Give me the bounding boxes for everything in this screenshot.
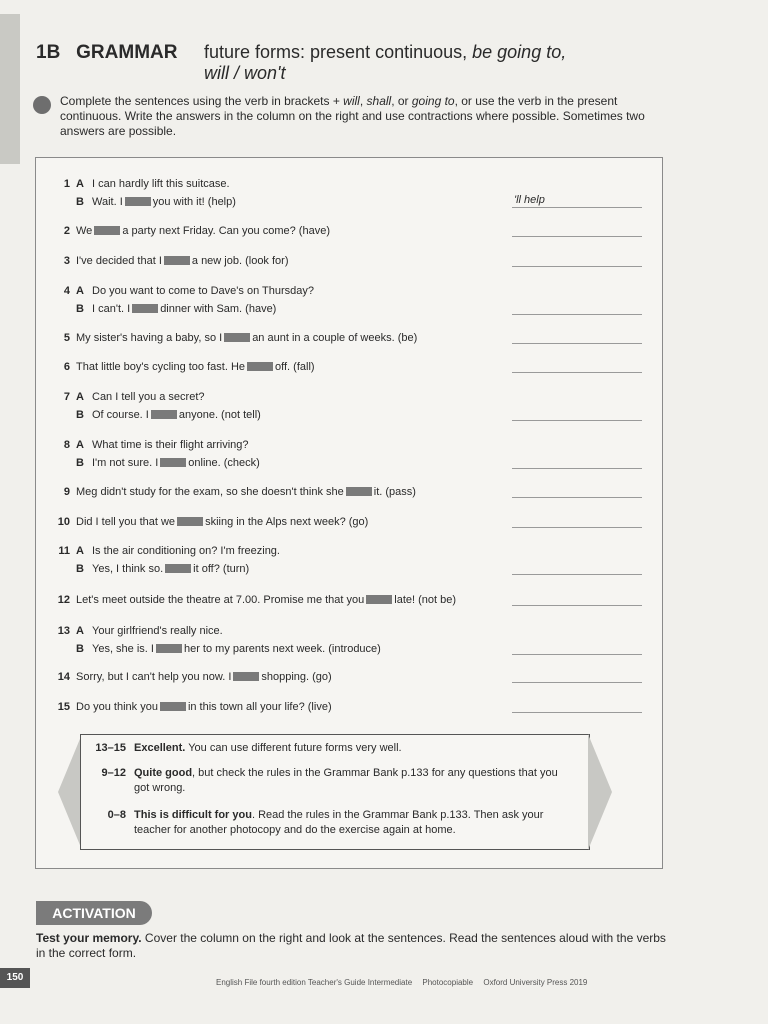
item-text-before: I can hardly lift this suitcase.	[92, 178, 230, 190]
item-number: 2	[63, 225, 70, 237]
hexagon-left-point	[58, 734, 82, 850]
item-text-before: I can't. I	[92, 303, 131, 315]
item-text	[76, 698, 332, 716]
item-text-after: skiing in the Alps next week? (go)	[205, 516, 369, 528]
item-text-after: a new job. (look for)	[191, 255, 289, 267]
score-label: Excellent.	[134, 742, 186, 754]
score-range: 0–8	[107, 809, 126, 821]
item-text	[92, 454, 260, 472]
example-answer: 'll help	[514, 194, 545, 206]
item-text-before: My sister's having a baby, so I	[76, 332, 223, 344]
item-text	[76, 513, 368, 531]
item-text	[76, 222, 330, 240]
answer-line[interactable]	[512, 314, 642, 315]
answer-line[interactable]	[512, 654, 642, 655]
score-row	[88, 766, 578, 806]
score-text: , but check the rules in the Grammar Bank p.133 for any questions that you got wrong.	[134, 767, 558, 794]
item-text	[92, 193, 236, 211]
item-number: 8	[63, 439, 70, 451]
speaker-label: A	[76, 391, 84, 403]
title-italic-1: be going to,	[472, 42, 567, 62]
blank-gap	[346, 487, 372, 496]
blank-gap	[125, 197, 151, 206]
item-number: 6	[63, 361, 70, 373]
item-text-before: I'm not sure. I	[92, 457, 159, 469]
item-text-before: I've decided that I	[76, 255, 162, 267]
answer-line[interactable]	[512, 343, 642, 344]
hexagon-right-point	[588, 734, 612, 850]
item-text-after: it. (pass)	[373, 486, 416, 498]
page-title	[204, 42, 634, 84]
item-text-after: you with it! (help)	[152, 196, 236, 208]
item-number: 10	[57, 516, 70, 528]
item-text	[76, 252, 289, 270]
item-text	[92, 622, 223, 640]
item-text	[92, 388, 205, 406]
answer-line[interactable]	[512, 497, 642, 498]
answer-line[interactable]	[512, 712, 642, 713]
item-number: 13	[57, 625, 70, 637]
activation-body: Cover the column on the right and look at the sentences. Read the sentences aloud with the verbs in the correct form.	[36, 931, 666, 960]
speaker-label: B	[76, 457, 84, 469]
item-number: 4	[63, 285, 70, 297]
item-text-before: That little boy's cycling too fast. He	[76, 361, 246, 373]
blank-gap	[224, 333, 250, 342]
answer-line[interactable]	[512, 574, 642, 575]
item-text	[92, 300, 276, 318]
answer-line[interactable]	[512, 266, 642, 267]
item-text	[92, 282, 314, 300]
instr-will: will	[343, 94, 360, 108]
speaker-label: B	[76, 643, 84, 655]
item-number: 15	[57, 701, 70, 713]
title-italic-2: will / won't	[204, 63, 286, 83]
item-text	[92, 640, 381, 658]
item-text	[76, 358, 315, 376]
item-text-after: a party next Friday. Can you come? (have)	[122, 225, 330, 237]
answer-line[interactable]	[512, 236, 642, 237]
item-text-before: Do you want to come to Dave's on Thursday?	[92, 285, 315, 297]
answer-line[interactable]	[512, 372, 642, 373]
score-label: This is difficult for you	[134, 809, 252, 821]
speaker-label: B	[76, 196, 84, 208]
footer-book: English File fourth edition Teacher's Guide Intermediate	[216, 978, 413, 987]
answer-line[interactable]	[512, 420, 642, 421]
answer-line[interactable]	[512, 468, 642, 469]
item-number: 3	[63, 255, 70, 267]
page-edge-tab	[0, 14, 20, 164]
item-text	[92, 406, 261, 424]
item-text-after: in this town all your life? (live)	[187, 701, 332, 713]
item-text-after: late! (not be)	[394, 594, 457, 606]
instructions	[60, 94, 660, 139]
score-range: 9–12	[101, 767, 126, 779]
item-text-after: online. (check)	[188, 457, 260, 469]
blank-gap	[164, 256, 190, 265]
instr-comma: ,	[359, 94, 367, 108]
score-text: You can use different future forms very well.	[185, 742, 402, 754]
answer-line[interactable]	[512, 527, 642, 528]
item-text	[76, 329, 417, 347]
title-text: future forms: present continuous,	[204, 42, 473, 62]
item-text	[92, 175, 230, 193]
unit-number: 1B	[36, 42, 61, 63]
bullet-icon	[33, 96, 51, 114]
item-text-after: dinner with Sam. (have)	[160, 303, 277, 315]
score-description	[134, 741, 574, 756]
blank-gap	[151, 410, 177, 419]
item-text-after: off. (fall)	[275, 361, 315, 373]
item-number: 7	[63, 391, 70, 403]
instr-going-to: going to	[411, 94, 455, 108]
blank-gap	[247, 362, 273, 371]
item-text-before: Of course. I	[92, 409, 149, 421]
item-text	[76, 483, 416, 501]
blank-gap	[165, 564, 191, 573]
item-text-before: Sorry, but I can't help you now. I	[76, 671, 232, 683]
blank-gap	[132, 304, 158, 313]
activation-badge: ACTIVATION	[36, 901, 152, 925]
score-label: Quite good	[134, 767, 193, 779]
page-number: 150	[0, 968, 30, 988]
item-text-after: anyone. (not tell)	[178, 409, 261, 421]
item-text-after: an aunt in a couple of weeks. (be)	[252, 332, 418, 344]
item-number: 11	[58, 545, 70, 557]
item-text-before: Wait. I	[92, 196, 123, 208]
activation-text	[36, 931, 666, 961]
speaker-label: A	[76, 178, 84, 190]
item-text	[92, 542, 280, 560]
instr-part2: , or use the verb in the present continuous. Write the answers in the column on the right and use contractions where possible. Sometimes two answers are possible.	[60, 94, 645, 138]
instr-shall: shall	[366, 94, 392, 108]
item-number: 9	[63, 486, 70, 498]
item-text-before: We	[76, 225, 93, 237]
speaker-label: A	[76, 625, 84, 637]
item-text-after: her to my parents next week. (introduce)	[183, 643, 381, 655]
blank-gap	[160, 458, 186, 467]
item-text-before: Yes, I think so.	[92, 563, 164, 575]
instr-or: , or	[391, 94, 412, 108]
item-text-after: shopping. (go)	[261, 671, 332, 683]
item-text-before: Can I tell you a secret?	[92, 391, 205, 403]
answer-line[interactable]	[512, 605, 642, 606]
blank-gap	[160, 702, 186, 711]
speaker-label: A	[76, 439, 84, 451]
section-name: GRAMMAR	[76, 42, 178, 63]
score-description	[134, 766, 574, 796]
item-text	[92, 560, 249, 578]
item-text-after: it off? (turn)	[193, 563, 250, 575]
score-range: 13–15	[95, 742, 126, 754]
item-text-before: Is the air conditioning on? I'm freezing.	[92, 545, 280, 557]
item-text	[76, 591, 456, 609]
speaker-label: B	[76, 303, 84, 315]
blank-gap	[366, 595, 392, 604]
speaker-label: B	[76, 409, 84, 421]
answer-line[interactable]	[512, 207, 642, 208]
blank-gap	[177, 517, 203, 526]
score-row	[88, 808, 578, 848]
speaker-label: A	[76, 545, 84, 557]
item-text	[76, 668, 332, 686]
footer-photocopiable: Photocopiable	[422, 978, 474, 987]
speaker-label: A	[76, 285, 84, 297]
instr-part1: Complete the sentences using the verb in brackets +	[60, 94, 344, 108]
item-text-before: Your girlfriend's really nice.	[92, 625, 223, 637]
item-text-before: What time is their flight arriving?	[92, 439, 249, 451]
footer-publisher: Oxford University Press 2019	[483, 978, 588, 987]
item-number: 12	[57, 594, 70, 606]
item-number: 5	[63, 332, 70, 344]
score-text: . Read the rules in the Grammar Bank p.133. Then ask your teacher for another photocopy and do the exercise again at home.	[134, 809, 544, 836]
score-description	[134, 808, 574, 838]
speaker-label: B	[76, 563, 84, 575]
item-text-before: Did I tell you that we	[76, 516, 176, 528]
item-text-before: Do you think you	[76, 701, 158, 713]
answer-line[interactable]	[512, 682, 642, 683]
item-number: 14	[57, 671, 70, 683]
blank-gap	[94, 226, 120, 235]
footer	[216, 978, 595, 987]
unit-heading	[36, 42, 177, 64]
item-text-before: Meg didn't study for the exam, so she doesn't think she	[76, 486, 344, 498]
item-text-before: Yes, she is. I	[92, 643, 154, 655]
item-number: 1	[63, 178, 70, 190]
blank-gap	[233, 672, 259, 681]
item-text-before: Let's meet outside the theatre at 7.00. Promise me that you	[76, 594, 365, 606]
blank-gap	[156, 644, 182, 653]
activation-lead: Test your memory.	[36, 931, 142, 945]
item-text	[92, 436, 249, 454]
